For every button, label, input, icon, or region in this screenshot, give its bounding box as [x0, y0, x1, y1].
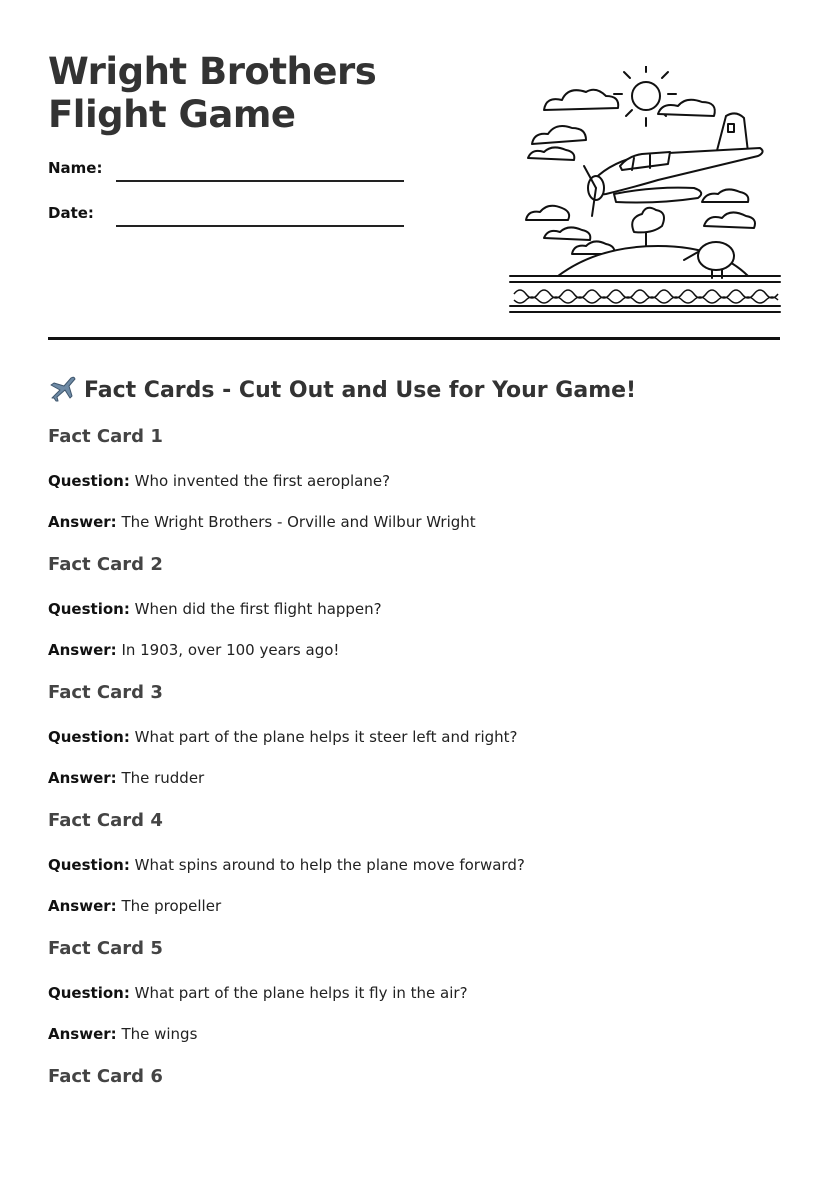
header-divider	[48, 337, 780, 340]
answer-text: The propeller	[121, 897, 222, 915]
fact-card-question	[48, 600, 382, 618]
question-label: Question:	[48, 984, 130, 1002]
fact-card-title: Fact Card 1	[48, 426, 163, 447]
answer-label: Answer:	[48, 1025, 117, 1043]
date-label: Date:	[48, 204, 94, 222]
name-line[interactable]	[116, 180, 404, 182]
question-text: When did the first flight happen?	[134, 600, 382, 618]
fact-card-answer	[48, 641, 339, 659]
fact-card-answer	[48, 897, 221, 915]
question-text: What part of the plane helps it steer left and right?	[134, 728, 518, 746]
answer-label: Answer:	[48, 769, 117, 787]
fact-card-answer	[48, 1025, 197, 1043]
fact-card-title: Fact Card 2	[48, 554, 163, 575]
airplane-emoji-icon	[48, 374, 78, 402]
question-label: Question:	[48, 856, 130, 874]
answer-label: Answer:	[48, 897, 117, 915]
question-text: What spins around to help the plane move forward?	[134, 856, 525, 874]
fact-card	[48, 426, 788, 554]
fact-card-question	[48, 728, 517, 746]
fact-card	[48, 1066, 788, 1194]
page-title: Wright Brothers Flight Game	[48, 50, 377, 136]
answer-text: The wings	[121, 1025, 198, 1043]
fact-card-question	[48, 856, 525, 874]
question-label: Question:	[48, 600, 130, 618]
fact-card-title: Fact Card 4	[48, 810, 163, 831]
fact-card-title: Fact Card 5	[48, 938, 163, 959]
date-line[interactable]	[116, 225, 404, 227]
name-label: Name:	[48, 159, 103, 177]
answer-text: In 1903, over 100 years ago!	[121, 641, 340, 659]
question-text: Who invented the first aeroplane?	[134, 472, 391, 490]
answer-label: Answer:	[48, 513, 117, 531]
fact-card-title: Fact Card 3	[48, 682, 163, 703]
fact-card-title: Fact Card 6	[48, 1066, 163, 1087]
section-heading	[48, 374, 636, 403]
question-label: Question:	[48, 728, 130, 746]
answer-text: The Wright Brothers - Orville and Wilbur Wright	[121, 513, 476, 531]
fact-card-answer	[48, 769, 204, 787]
fact-card-question	[48, 984, 468, 1002]
fact-card-answer	[48, 513, 476, 531]
question-label: Question:	[48, 472, 130, 490]
answer-label: Answer:	[48, 641, 117, 659]
answer-text: The rudder	[121, 769, 205, 787]
fact-card	[48, 938, 788, 1066]
fact-card	[48, 810, 788, 938]
section-heading-text: Fact Cards - Cut Out and Use for Your Game!	[84, 378, 637, 403]
fact-card	[48, 682, 788, 810]
airplane-clouds-illustration	[508, 66, 782, 316]
question-text: What part of the plane helps it fly in the air?	[134, 984, 468, 1002]
fact-cards-list	[48, 426, 788, 1194]
fact-card-question	[48, 472, 390, 490]
fact-card	[48, 554, 788, 682]
